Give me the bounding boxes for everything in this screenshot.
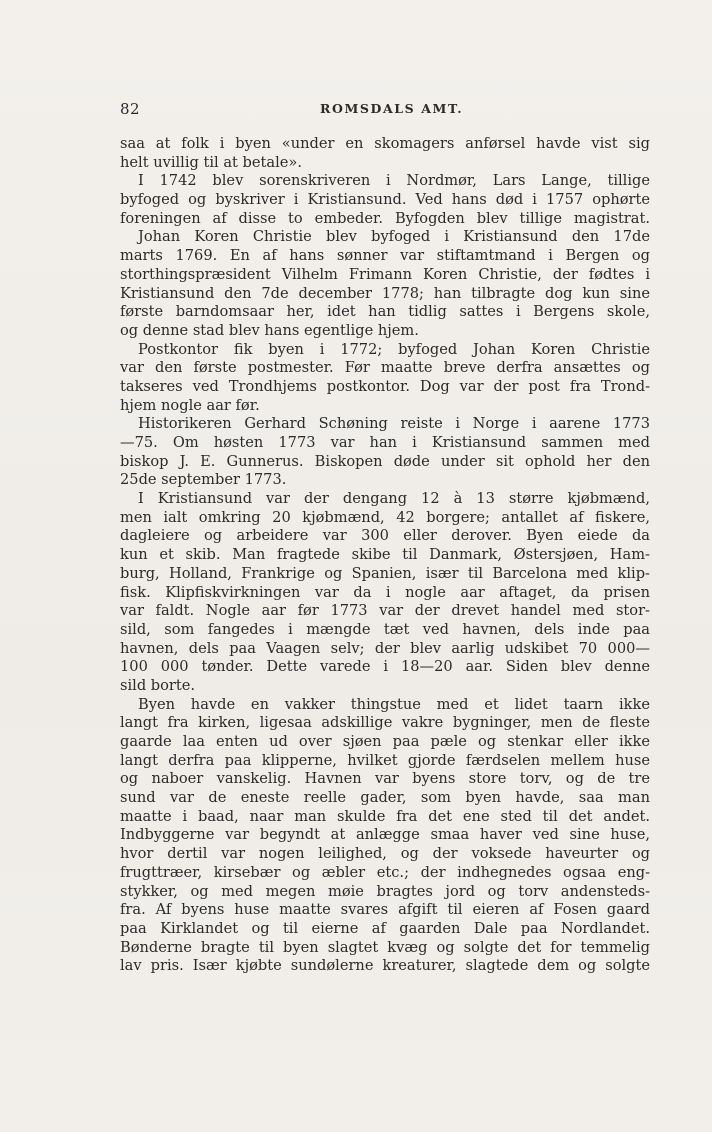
text-line: foreningen af disse to embeder. Byfogden blev tillige magistrat. xyxy=(120,209,650,227)
text-line: langt fra kirken, ligesaa adskillige vakre bygninger, men de fleste xyxy=(120,714,650,732)
text-line: I 1742 blev sorenskriveren i Nordmør, Lars Lange, tillige xyxy=(138,172,650,190)
text-line: langt derfra paa klipperne, hvilket gjorde færdselen mellem huse xyxy=(120,751,650,769)
text-line: gaarde laa enten ud over sjøen paa pæle og stenkar eller ikke xyxy=(120,733,650,750)
text-line: helt uvillig til at betale». xyxy=(120,153,302,171)
text-line: og denne stad blev hans egentlige hjem. xyxy=(120,321,419,339)
text-line: var faldt. Nogle aar før 1773 var der drevet handel med stor- xyxy=(120,602,650,620)
text-line: Indbyggerne var begyndt at anlægge smaa haver ved sine huse, xyxy=(120,826,650,844)
text-line: lav pris. Især kjøbte sundølerne kreaturer, slagtede dem og solgte xyxy=(120,957,650,975)
text-line: Kristiansund den 7de december 1778; han tilbragte dog kun sine xyxy=(120,284,650,302)
text-line: 25de september 1773. xyxy=(120,471,287,489)
text-line: takseres ved Trondhjems postkontor. Dog var der post fra Trond- xyxy=(120,377,650,395)
text-line: hvor dertil var nogen leilighed, og der voksede haveurter og xyxy=(120,845,650,863)
text-line: var den første postmester. Før maatte breve derfra ansættes og xyxy=(120,359,650,377)
text-line: storthingspræsident Vilhelm Frimann Koren Christie, der fødtes i xyxy=(120,265,650,283)
text-line: Byen havde en vakker thingstue med et lidet taarn ikke xyxy=(138,695,650,713)
text-line: 100 000 tønder. Dette varede i 18—20 aar. Siden blev denne xyxy=(120,658,650,676)
text-line: sund var de eneste reelle gader, som byen havde, saa man xyxy=(120,789,650,807)
text-line: dagleiere og arbeidere var 300 eller derover. Byen eiede da xyxy=(120,527,650,545)
text-line: —75. Om høsten 1773 var han i Kristiansund sammen med xyxy=(120,434,650,451)
text-line: havnen, dels paa Vaagen selv; der blev aarlig udskibet 70 000— xyxy=(120,639,650,657)
text-line: sild, som fangedes i mængde tæt ved havnen, dels inde paa xyxy=(120,620,650,638)
text-line: stykker, og med megen møie bragtes jord og torv andensteds- xyxy=(120,882,650,900)
text-line: burg, Holland, Frankrige og Spanien, især til Barcelona med klip- xyxy=(120,564,650,582)
text-line: kun et skib. Man fragtede skibe til Danmark, Østersjøen, Ham- xyxy=(120,546,650,564)
text-line: saa at folk i byen «under en skomagers anførsel havde vist sig xyxy=(120,135,650,152)
text-line: frugttræer, kirsebær og æbler etc.; der indhegnedes ogsaa eng- xyxy=(120,863,650,881)
text-line: fra. Af byens huse maatte svares afgift til eieren af Fosen gaard xyxy=(120,901,650,919)
text-line: marts 1769. En af hans sønner var stiftamtmand i Bergen og xyxy=(120,247,650,265)
text-line: Historikeren Gerhard Schøning reiste i Norge i aarene 1773 xyxy=(138,415,650,433)
text-line: maatte i baad, naar man skulde fra det ene sted til det andet. xyxy=(120,807,650,825)
text-line: Johan Koren Christie blev byfoged i Kristiansund den 17de xyxy=(138,228,650,246)
page-header xyxy=(120,100,650,120)
text-line: og naboer vanskelig. Havnen var byens store torv, og de tre xyxy=(120,770,650,788)
text-line: sild borte. xyxy=(120,676,196,694)
text-line: Postkontor fik byen i 1772; byfoged Johan Koren Christie xyxy=(138,340,650,358)
text-line: I Kristiansund var der dengang 12 à 13 større kjøbmænd, xyxy=(138,490,650,508)
running-head: ROMSDALS AMT. xyxy=(320,101,464,116)
text-line: fisk. Klipfiskvirkningen var da i nogle aar aftaget, da prisen xyxy=(120,583,650,601)
text-line: Bønderne bragte til byen slagtet kvæg og solgte det for temmelig xyxy=(120,938,650,956)
page-number: 82 xyxy=(120,100,141,118)
text-line: paa Kirklandet og til eierne af gaarden Dale paa Nordlandet. xyxy=(120,919,650,937)
text-line: byfoged og byskriver i Kristiansund. Ved hans død i 1757 ophørte xyxy=(120,191,650,209)
body-text xyxy=(120,135,650,976)
text-line: hjem nogle aar før. xyxy=(120,396,260,414)
text-line: men ialt omkring 20 kjøbmænd, 42 borgere; antallet af fiskere, xyxy=(120,508,650,526)
text-line: biskop J. E. Gunnerus. Biskopen døde under sit ophold her den xyxy=(120,452,650,470)
text-line: første barndomsaar her, idet han tidlig sattes i Bergens skole, xyxy=(120,303,650,321)
